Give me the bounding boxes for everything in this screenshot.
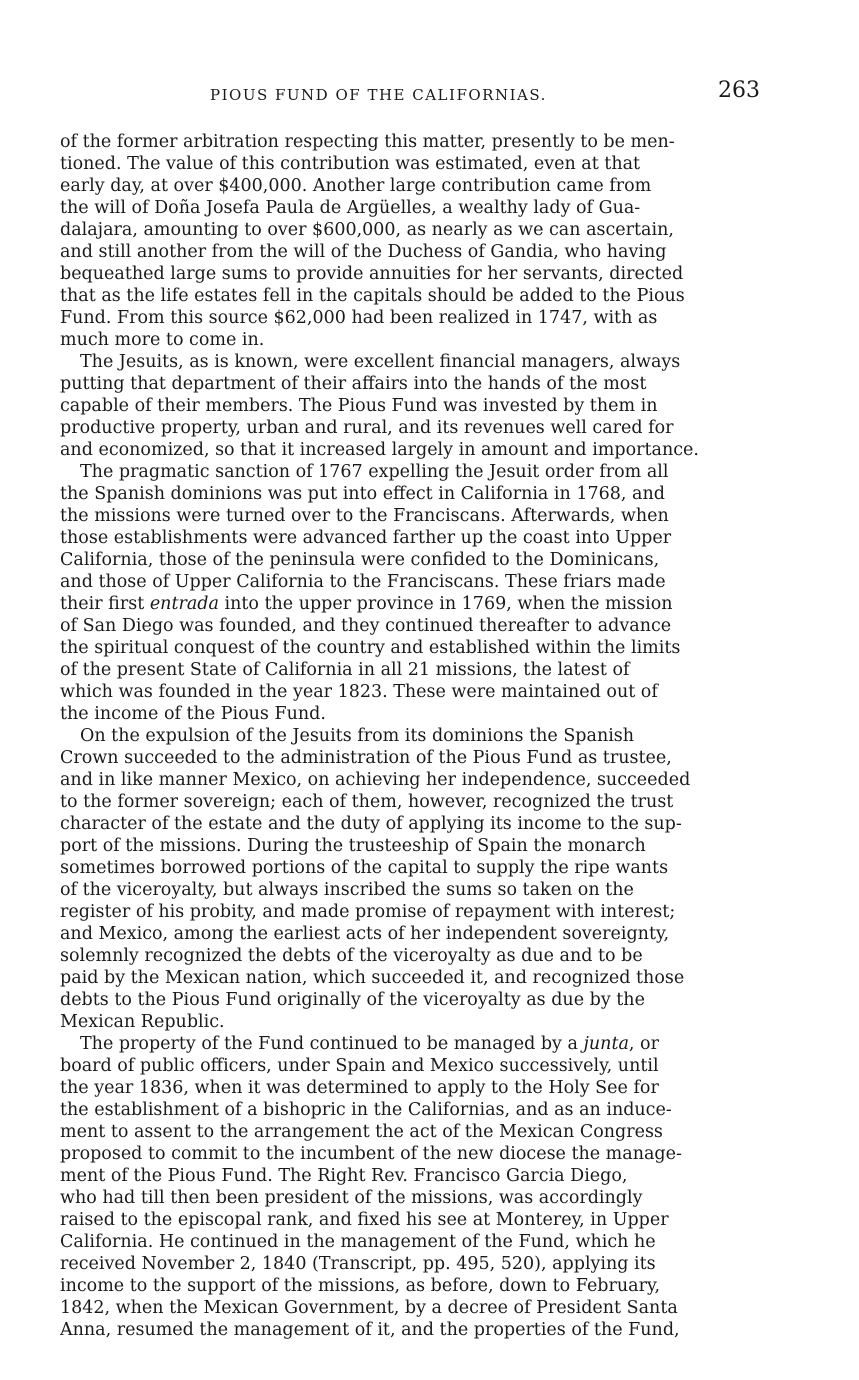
text-line <box>60 373 760 395</box>
text-run: early day, at over $400,000. Another large contribution came from <box>60 176 652 196</box>
text-line <box>60 857 760 879</box>
text-run: much more to come in. <box>60 330 265 350</box>
text-line <box>60 1187 760 1209</box>
text-line <box>60 967 760 989</box>
text-line <box>60 1121 760 1143</box>
text-run: ment of the Pious Fund. The Right Rev. Francisco Garcia Diego, <box>60 1166 628 1186</box>
text-line <box>60 659 760 681</box>
text-run: The property of the Fund continued to be managed by a <box>80 1034 584 1054</box>
text-run: the establishment of a bishopric in the Californias, and as an induce- <box>60 1100 672 1120</box>
italic-text: entrada <box>149 594 219 614</box>
text-line <box>60 637 760 659</box>
text-run: that as the life estates fell in the capitals should be added to the Pious <box>60 286 685 306</box>
text-run: putting that department of their affairs into the hands of the most <box>60 374 647 394</box>
text-run: board of public officers, under Spain and Mexico successively, until <box>60 1056 659 1076</box>
text-run: sometimes borrowed portions of the capital to supply the ripe wants <box>60 858 669 878</box>
text-line <box>60 1231 760 1253</box>
text-line <box>60 1253 760 1275</box>
text-line <box>60 615 760 637</box>
text-run: received November 2, 1840 (Transcript, pp. 495, 520), applying its <box>60 1254 656 1274</box>
text-run: dalajara, amounting to over $600,000, as nearly as we can ascertain, <box>60 220 674 240</box>
text-line <box>60 307 760 329</box>
text-line <box>60 395 760 417</box>
text-line <box>60 1319 760 1341</box>
text-run: the missions were turned over to the Franciscans. Afterwards, when <box>60 506 669 526</box>
text-run: Crown succeeded to the administration of the Pious Fund as trustee, <box>60 748 672 768</box>
text-line <box>60 1275 760 1297</box>
text-run: California, those of the peninsula were confided to the Dominicans, <box>60 550 660 570</box>
text-run: and still another from the will of the Duchess of Gandia, who having <box>60 242 667 262</box>
text-line <box>60 769 760 791</box>
text-line <box>60 527 760 549</box>
text-run: , or <box>628 1034 659 1054</box>
text-line <box>60 505 760 527</box>
text-run: 1842, when the Mexican Government, by a decree of President Santa <box>60 1298 678 1318</box>
text-run: Mexican Republic. <box>60 1012 225 1032</box>
text-run: the income of the Pious Fund. <box>60 704 326 724</box>
text-line <box>60 923 760 945</box>
page-number: 263 <box>718 78 760 103</box>
text-run: those establishments were advanced farther up the coast into Upper <box>60 528 672 548</box>
text-line <box>60 153 760 175</box>
text-line <box>60 241 760 263</box>
text-run: capable of their members. The Pious Fund was invested by them in <box>60 396 658 416</box>
text-line <box>60 329 760 351</box>
italic-text: junta <box>583 1034 629 1054</box>
text-run: and in like manner Mexico, on achieving her independence, succeeded <box>60 770 691 790</box>
text-line <box>60 263 760 285</box>
text-run: California. He continued in the management of the Fund, which he <box>60 1232 656 1252</box>
text-run: register of his probity, and made promise of repayment with interest; <box>60 902 676 922</box>
text-line <box>60 1077 760 1099</box>
text-run: of the viceroyalty, but always inscribed the sums so taken on the <box>60 880 634 900</box>
text-line <box>60 219 760 241</box>
text-line <box>60 1055 760 1077</box>
text-run: The pragmatic sanction of 1767 expelling the Jesuit order from all <box>80 462 669 482</box>
text-run: tioned. The value of this contribution was estimated, even at that <box>60 154 641 174</box>
text-run: of the present State of California in all 21 missions, the latest of <box>60 660 630 680</box>
text-run: to the former sovereign; each of them, however, recognized the trust <box>60 792 674 812</box>
text-line <box>60 483 760 505</box>
text-run: bequeathed large sums to provide annuities for her servants, directed <box>60 264 684 284</box>
text-run: income to the support of the missions, as before, down to February, <box>60 1276 661 1296</box>
text-line <box>60 989 760 1011</box>
text-run: Anna, resumed the management of it, and the properties of the Fund, <box>60 1320 680 1340</box>
text-run: On the expulsion of the Jesuits from its dominions the Spanish <box>80 726 635 746</box>
text-run: The Jesuits, as is known, were excellent financial managers, always <box>80 352 681 372</box>
text-line <box>60 175 760 197</box>
text-line <box>60 593 760 615</box>
text-line <box>60 131 760 153</box>
text-run: and Mexico, among the earliest acts of her independent sovereignty, <box>60 924 670 944</box>
text-line <box>60 1033 760 1055</box>
text-run: raised to the episcopal rank, and fixed his see at Monterey, in Upper <box>60 1210 669 1230</box>
text-run: solemnly recognized the debts of the viceroyalty as due and to be <box>60 946 643 966</box>
text-run: Fund. From this source $62,000 had been realized in 1747, with as <box>60 308 658 328</box>
text-run: into the upper province in 1769, when the mission <box>218 594 673 614</box>
page-header <box>60 74 760 110</box>
text-line <box>60 439 760 461</box>
text-line <box>60 901 760 923</box>
text-line <box>60 1099 760 1121</box>
text-line <box>60 1297 760 1319</box>
text-run: ment to assent to the arrangement the act of the Mexican Congress <box>60 1122 663 1142</box>
text-line <box>60 1165 760 1187</box>
text-line <box>60 791 760 813</box>
text-run: the will of Doña Josefa Paula de Argüelles, a wealthy lady of Gua- <box>60 198 641 218</box>
text-line <box>60 417 760 439</box>
text-run: of the former arbitration respecting this matter, presently to be men- <box>60 132 675 152</box>
text-run: of San Diego was founded, and they continued thereafter to advance <box>60 616 672 636</box>
text-line <box>60 879 760 901</box>
text-run: and economized, so that it increased largely in amount and importance. <box>60 440 699 460</box>
text-line <box>60 703 760 725</box>
text-line <box>60 681 760 703</box>
text-line <box>60 1011 760 1033</box>
text-run: their first <box>60 594 150 614</box>
text-line <box>60 747 760 769</box>
text-run: productive property, urban and rural, and its revenues well cared for <box>60 418 674 438</box>
text-run: character of the estate and the duty of applying its income to the sup- <box>60 814 682 834</box>
text-run: the year 1836, when it was determined to apply to the Holy See for <box>60 1078 659 1098</box>
text-line <box>60 835 760 857</box>
running-title: PIOUS FUND OF THE CALIFORNIAS. <box>210 86 547 104</box>
text-line <box>60 351 760 373</box>
text-run: and those of Upper California to the Franciscans. These friars made <box>60 572 666 592</box>
text-line <box>60 197 760 219</box>
text-line <box>60 461 760 483</box>
text-line <box>60 813 760 835</box>
text-run: which was founded in the year 1823. These were maintained out of <box>60 682 658 702</box>
text-line <box>60 945 760 967</box>
text-line <box>60 571 760 593</box>
body-text <box>60 131 760 1341</box>
text-line <box>60 1143 760 1165</box>
text-run: proposed to commit to the incumbent of the new diocese the manage- <box>60 1144 682 1164</box>
text-run: the spiritual conquest of the country and established within the limits <box>60 638 681 658</box>
text-line <box>60 285 760 307</box>
text-run: port of the missions. During the trusteeship of Spain the monarch <box>60 836 646 856</box>
text-run: paid by the Mexican nation, which succeeded it, and recognized those <box>60 968 685 988</box>
text-line <box>60 549 760 571</box>
text-run: the Spanish dominions was put into effect in California in 1768, and <box>60 484 665 504</box>
text-run: who had till then been president of the missions, was accordingly <box>60 1188 643 1208</box>
text-run: debts to the Pious Fund originally of the viceroyalty as due by the <box>60 990 645 1010</box>
text-line <box>60 1209 760 1231</box>
text-line <box>60 725 760 747</box>
